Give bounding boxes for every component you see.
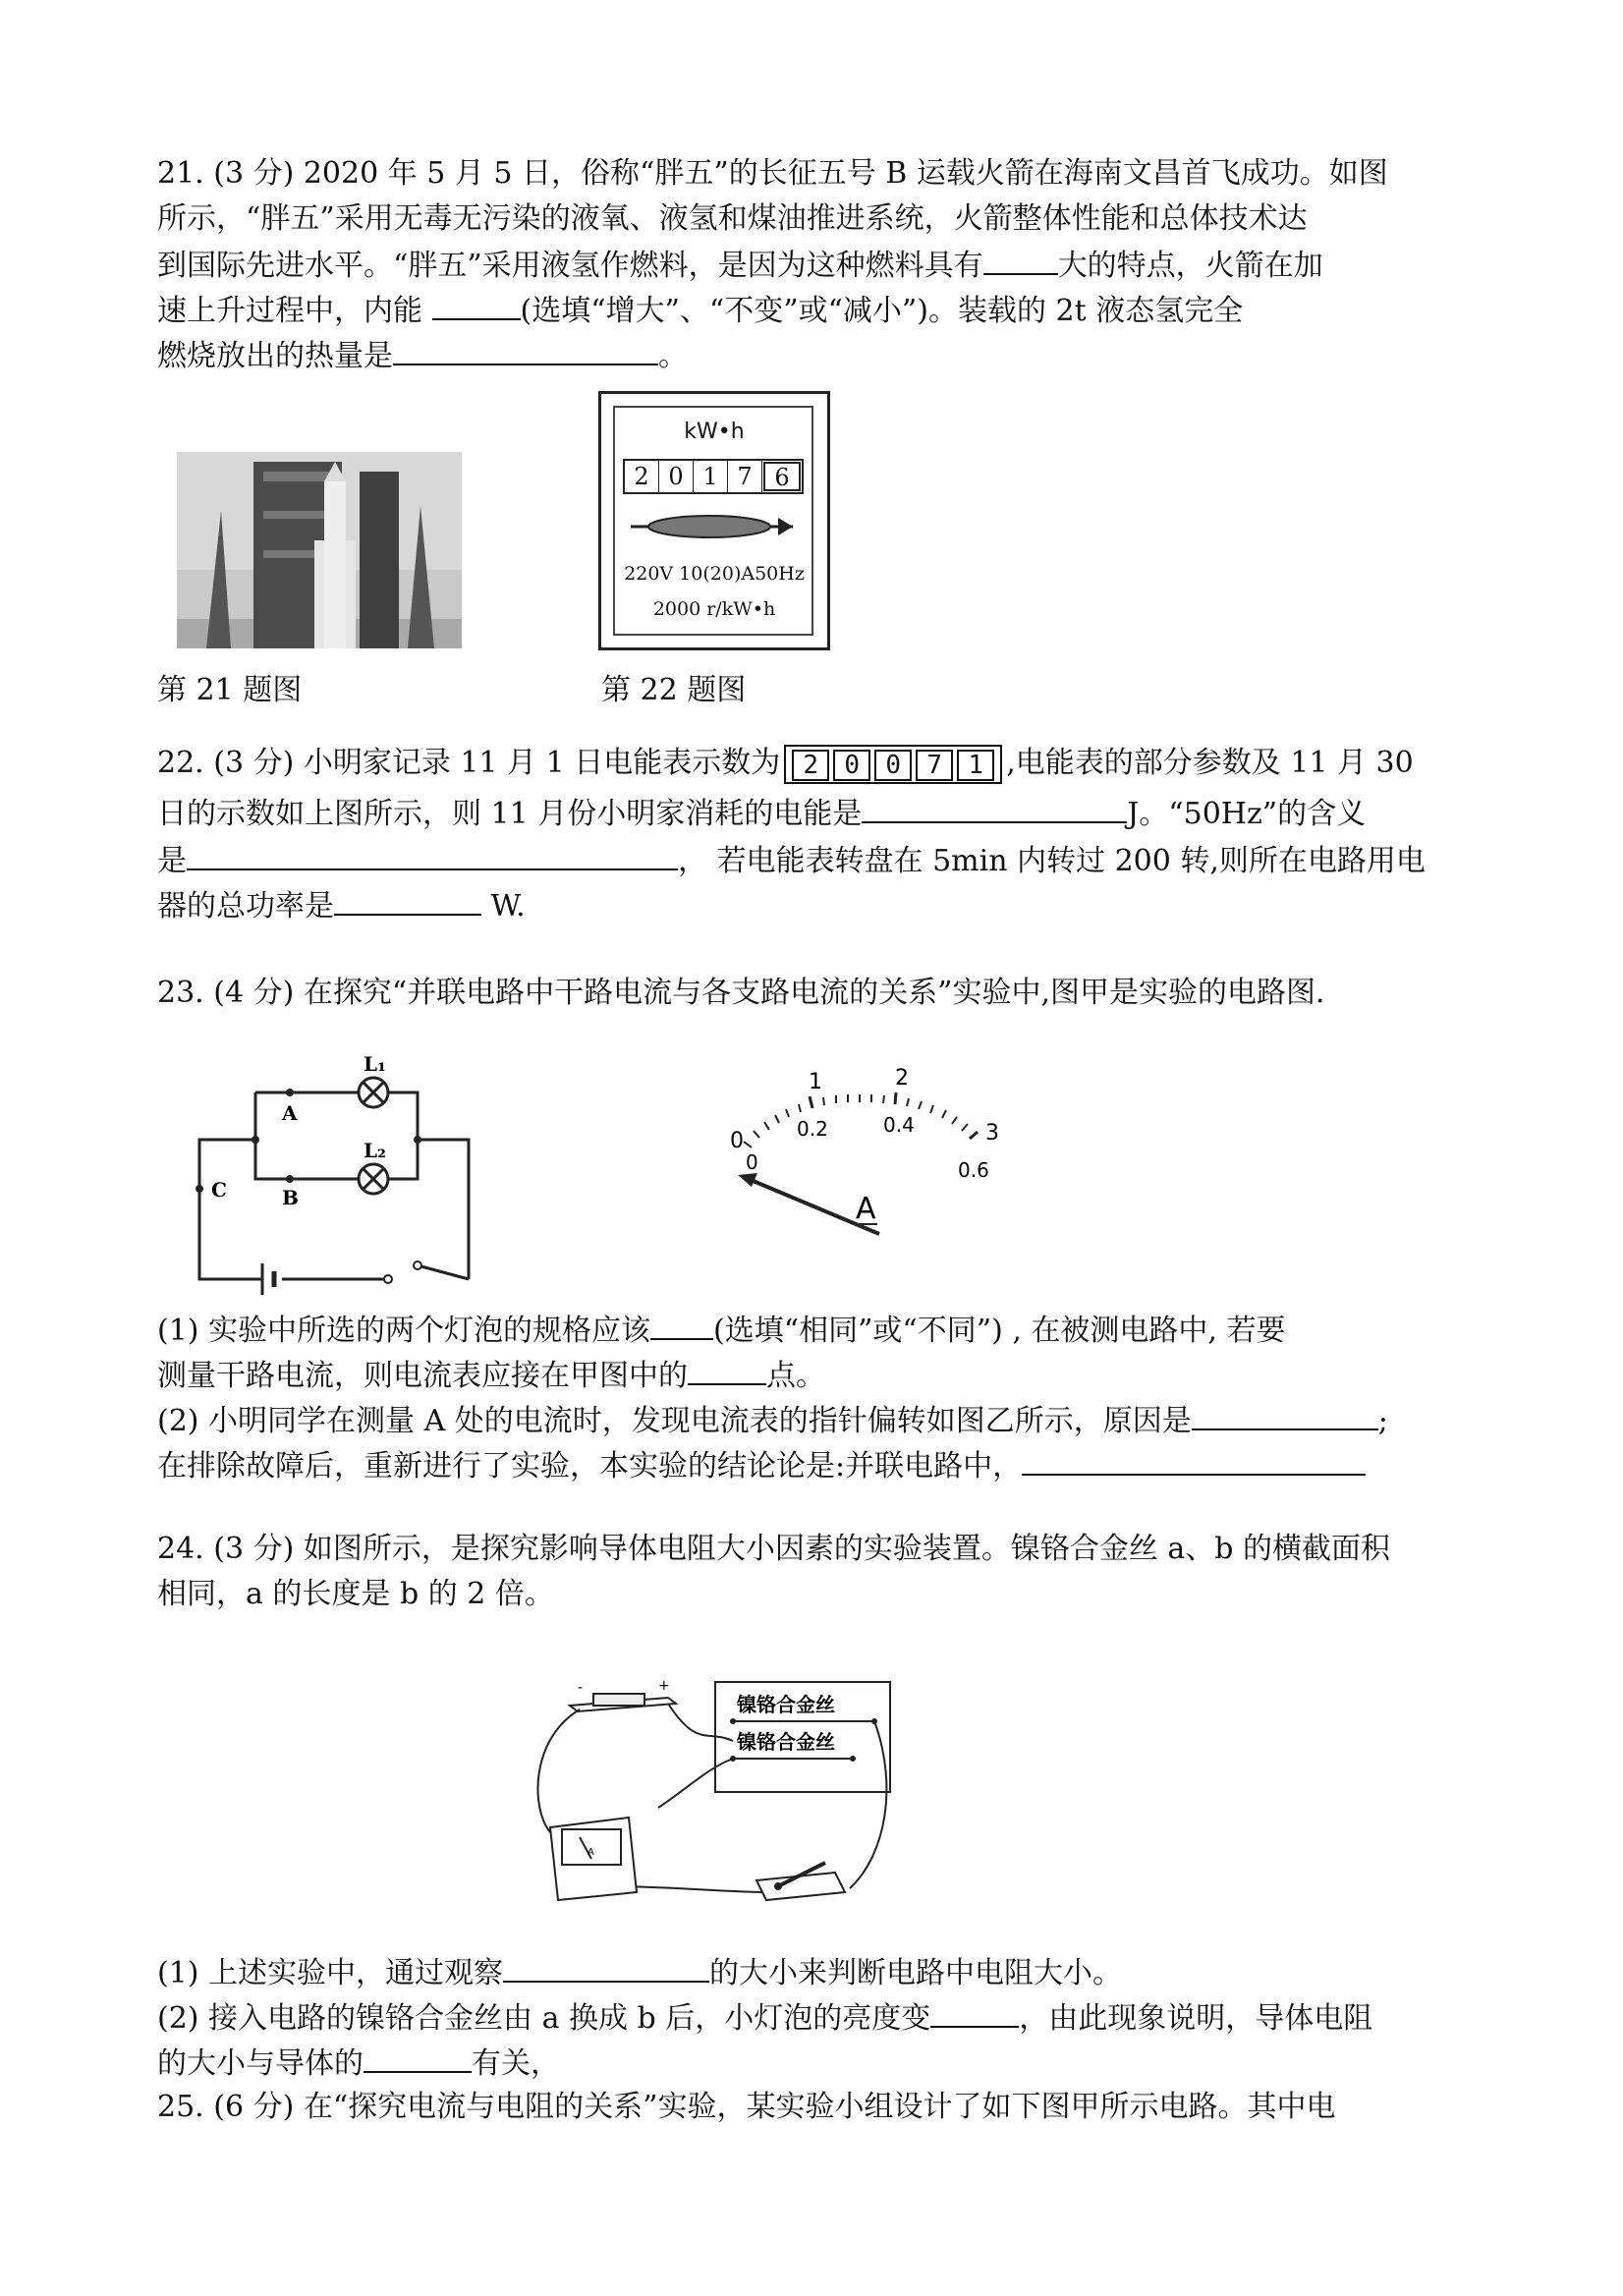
q22-line1: 22. (3 分) 小明家记录 11 月 1 日电能表示数为 2 0 0 7 1 ,电能表的部分参数及 11 月 30	[157, 745, 1414, 784]
answer-blank	[334, 888, 481, 916]
fig21-caption: 第 21 题图	[157, 673, 303, 707]
q22-line4: 器的总功率是 W.	[157, 889, 526, 924]
label-L1: L₁	[364, 1052, 386, 1076]
energy-meter-figure	[598, 391, 830, 650]
answer-blank	[930, 2000, 1019, 2028]
meter-spec-revolutions: 2000 r/kW•h	[652, 598, 776, 620]
q23-part1-line2: 测量干路电流，则电流表应接在甲图中的 点。	[157, 1359, 825, 1393]
meter-digit: 7	[728, 461, 762, 492]
meter-digit: 1	[694, 461, 728, 492]
svg-text:-: -	[578, 1680, 584, 1696]
answer-blank	[187, 843, 678, 870]
q21-line4: 速上升过程中，内能 (选填“增大”、“不变”或“减小”)。装载的 2t 液态氢完全	[157, 294, 1244, 328]
answer-blank	[364, 2045, 472, 2073]
q23-part1-line1: (1) 实验中所选的两个灯泡的规格应该 (选填“相同”或“不同”) , 在被测电路中, 若要	[157, 1314, 1286, 1348]
meter-digit: 0	[659, 461, 694, 492]
switch-icon	[756, 1863, 845, 1900]
answer-blank	[862, 796, 1127, 823]
tick-label: 0.2	[797, 1117, 828, 1141]
q22-line3: 是 ， 若电能表转盘在 5min 内转过 200 转,则所在电路用电	[157, 844, 1426, 878]
tick-label: 3	[985, 1121, 999, 1146]
q23-part2-line2: 在排除故障后，重新进行了实验，本实验的结论论是:并联电路中，	[157, 1448, 1366, 1484]
answer-blank	[1192, 1403, 1378, 1430]
label-L2: L₂	[364, 1139, 386, 1162]
q21-line2: 所示，“胖五”采用无毒无污染的液氧、液氢和煤油推进系统，火箭整体性能和总体技术达	[157, 201, 1308, 236]
label-B: B	[282, 1186, 299, 1209]
answer-blank	[393, 338, 658, 365]
q22-line2: 日的示数如上图所示，则 11 月份小明家消耗的电能是 J。“50Hz”的含义	[157, 797, 1367, 831]
wire-b-label: 镍铬合金丝	[737, 1730, 835, 1754]
ammeter-unit: A	[856, 1192, 876, 1226]
answer-blank	[983, 248, 1058, 275]
q21-line1: 21. (3 分) 2020 年 5 月 5 日，俗称“胖五”的长征五号 B 运载火箭在海南文昌首飞成功。如图	[157, 156, 1388, 191]
meter-digit: 2	[625, 461, 659, 492]
q23-part2-line1: (2) 小明同学在测量 A 处的电流时，发现电流表的指针偏转如图乙所示，原因是 ;	[157, 1404, 1388, 1438]
meter-spec-rating: 220V 10(20)A50Hz	[624, 563, 805, 585]
answer-blank	[1022, 1448, 1366, 1476]
meter-unit: kW•h	[684, 420, 745, 444]
q24-part1: (1) 上述实验中，通过观察 的大小来判断电路中电阻大小。	[157, 1956, 1123, 1990]
svg-text:A: A	[588, 1847, 594, 1858]
bulb-icon	[359, 1164, 388, 1194]
answer-blank	[650, 1313, 713, 1340]
ammeter-device-icon	[550, 1818, 637, 1900]
tick-label: 0	[730, 1129, 744, 1153]
previous-meter-reading: 2 0 0 7 1	[784, 745, 1002, 784]
q24-line1: 24. (3 分) 如图所示，是探究影响导体电阻大小因素的实验装置。镍铬合金丝 a、b 的横截面积	[157, 1532, 1390, 1566]
resistance-experiment-apparatus	[511, 1670, 923, 1916]
label-A: A	[282, 1101, 298, 1125]
tick-label: 0.6	[958, 1158, 989, 1182]
meter-digit-decimal: 6	[763, 462, 801, 491]
bulb-holder-icon	[570, 1678, 676, 1711]
tick-label: 0.4	[883, 1113, 915, 1137]
q25-line1: 25. (6 分) 在“探究电流与电阻的关系”实验，某实验小组设计了如下图甲所示电路。其中电	[157, 2090, 1336, 2124]
bulb-icon	[359, 1078, 388, 1107]
q24-line2: 相同，a 的长度是 b 的 2 倍。	[157, 1577, 554, 1611]
q23-line1: 23. (4 分) 在探究“并联电路中干路电流与各支路电流的关系”实验中,图甲是实验的电路图.	[157, 976, 1325, 1010]
tick-label: 0	[746, 1150, 758, 1174]
wire-a-label: 镍铬合金丝	[737, 1693, 835, 1716]
answer-blank	[688, 1358, 766, 1385]
tick-label: 2	[895, 1066, 909, 1091]
answer-blank	[503, 1955, 709, 1983]
q21-line3: 到国际先进水平。“胖五”采用液氢作燃料，是因为这种燃料具有 大的特点，火箭在加	[157, 249, 1323, 283]
label-C: C	[211, 1178, 227, 1202]
svg-text:+: +	[658, 1678, 670, 1694]
fig22-caption: 第 22 题图	[601, 673, 747, 707]
parallel-circuit-diagram	[192, 1041, 486, 1297]
q24-part2-line2: 的大小与导体的 有关，	[157, 2046, 560, 2081]
meter-reading	[623, 459, 804, 494]
rocket-launch-photo	[177, 452, 462, 648]
q24-part2-line1: (2) 接入电路的镍铬合金丝由 a 换成 b 后，小灯泡的亮度变 ，由此现象说明，导体电阻	[157, 2001, 1373, 2036]
rotating-disk-icon	[631, 512, 798, 541]
answer-blank	[432, 293, 521, 320]
ammeter-dial	[722, 1061, 1036, 1258]
q21-line5: 燃烧放出的热量是 。	[157, 339, 688, 373]
tick-label: 1	[809, 1070, 822, 1094]
